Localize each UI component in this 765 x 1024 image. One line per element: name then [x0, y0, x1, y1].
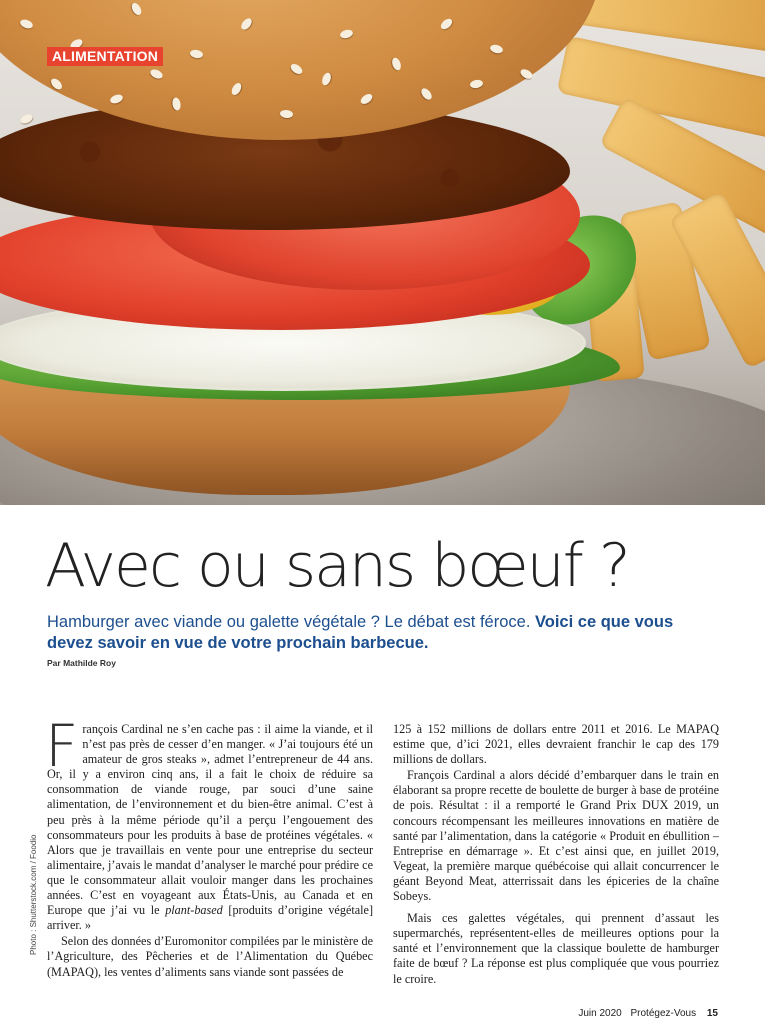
paragraph-1 — [45, 712, 373, 933]
hero-photo-burger — [0, 0, 765, 505]
body-column-left — [45, 712, 373, 980]
paragraph-1-text: rançois Cardinal ne s’en cache pas : il aime la viande, et il n’est pas près de cesser d’en manger. « J’ai toujours été un amateur de gros steaks », admet l’entrepreneur de 44 ans. Or, il y a environ cinq ans, il a fait le choix de réduire sa consommation de viande rouge, par souci d’une saine alimentation, de l’environnement et du bien-être animal. C’est à peu près à la même période qu’il a perçu l’engouement des consommateurs pour les produits à base de protéines végétales. « Alors que je travaillais en vente pour une entreprise du secteur alimentaire, j’avais le mandat d’analyser le marché pour prédire ce que le consommateur allait vouloir manger dans les prochaines années. C’est en voyageant aux États-Unis, au Canada et en Europe que j’ai vu le — [47, 722, 373, 918]
photo-credit: Photo : Shutterstock.com / Foodio — [29, 834, 38, 955]
issue-date: Juin 2020 — [578, 1008, 622, 1019]
paragraph-3: François Cardinal a alors décidé d’embarquer dans le train en élaborant sa propre recette de boulette de burger à base de protéine de pois. Résultat : il a remporté le Grand Prix DUX 2019, un concours récompensant les meilleures innovations en matière de santé par l’alimentation, dans la catégorie « Produit en ébullition – Entreprise en démarrage ». Et c’est ainsi que, en juillet 2019, Vegeat, la première marque québécoise qui allait concurrencer le géant Beyond Meat, atterrissait dans les épiceries de la chaîne Sobeys. — [393, 768, 719, 904]
paragraph-2 — [47, 934, 373, 979]
paragraph-4: Mais ces galettes végétales, qui prennent d’assaut les supermarchés, représentent-elles de meilleures options pour la santé et l’environnement que la classique boulette de hamburger faite de bœuf ? La réponse est plus compliquée que vous pourriez le croire. — [393, 911, 719, 986]
drop-cap: F — [45, 712, 79, 780]
page-footer — [572, 1008, 718, 1019]
section-tag: ALIMENTATION — [47, 47, 163, 66]
dek-lead: Hamburger avec viande ou galette végétale ? Le débat est féroce. — [47, 613, 535, 631]
body-column-right — [393, 722, 719, 987]
paragraph-1-italic: plant-based — [165, 903, 223, 918]
magazine-name: Protégez-Vous — [630, 1008, 697, 1019]
paragraph-2-part-b: 125 à 152 millions de dollars entre 2011 et 2016. Le MAPAQ estime que, d’ici 2021, elles devraient franchir le cap des 179 millions de dollars. — [393, 722, 719, 767]
article-dek — [47, 612, 687, 654]
dek-bold: Voici ce que vous devez savoir en vue de votre prochain barbecue. — [47, 613, 674, 652]
paragraph-1-end: [produits d’origine végétale] arriver. » — [47, 903, 373, 933]
paragraph-2-continued — [393, 722, 719, 767]
byline: Par Mathilde Roy — [47, 658, 116, 668]
paragraph-2-part-a: Selon des données d’Euromonitor compilées par le ministère de l’Agriculture, des Pêcheries et de l’Alimentation du Québec (MAPAQ), les ventes d’aliments sans viande sont passées de — [47, 934, 373, 979]
page-number: 15 — [706, 1008, 718, 1019]
article-headline: Avec ou sans bœuf ? — [45, 531, 629, 601]
